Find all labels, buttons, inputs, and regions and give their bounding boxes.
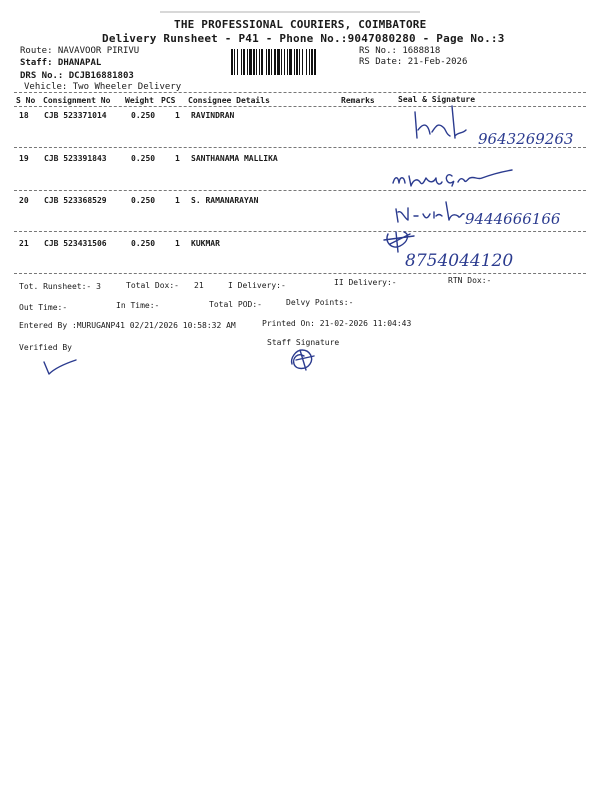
row-pcs: 1 (175, 196, 180, 205)
col-weight: Weight (125, 96, 154, 105)
col-remarks: Remarks (341, 96, 375, 105)
drs-label: DRS No.: DCJB16881803 (20, 71, 134, 81)
staff-signature-mark (292, 350, 314, 370)
row-consignment: CJB 523368529 (44, 196, 107, 205)
total-pod: Total POD:- (209, 300, 262, 309)
company-title: THE PROFESSIONAL COURIERS, COIMBATORE (174, 18, 427, 31)
row-sno: 19 (19, 154, 29, 163)
total-dox-label: Total Dox:- (126, 281, 179, 290)
col-consignment: Consignment No (43, 96, 111, 105)
vehicle-label: Vehicle: Two Wheeler Delivery (24, 82, 182, 92)
entered-by: Entered By :MURUGANP41 02/21/2026 10:58:32 AM (19, 321, 236, 330)
row-sno: 18 (19, 111, 29, 120)
row-weight: 0.250 (131, 154, 156, 163)
row-consignee: SANTHANAMA MALLIKA (191, 154, 278, 163)
signature-row-18 (415, 106, 466, 138)
route-label: Route: NAVAVOOR PIRIVU (20, 46, 140, 56)
row-weight: 0.250 (131, 111, 156, 120)
row-weight: 0.250 (131, 239, 156, 248)
signature-row-21 (384, 232, 414, 252)
phone-row-20: 9444666166 (465, 210, 561, 228)
row-consignment: CJB 523391843 (44, 154, 107, 163)
in-time: In Time:- (116, 301, 160, 310)
row-consignee: KUKMAR (191, 239, 220, 248)
col-sno: S No (16, 96, 36, 105)
staff-signature-label: Staff Signature (267, 338, 340, 347)
runsheet-title: Delivery Runsheet - P41 - Phone No.:9047080280 - Page No.:3 (102, 32, 505, 45)
rs-number: RS No.: 1688818 (359, 46, 441, 56)
signature-row-19 (393, 170, 512, 186)
row-pcs: 1 (175, 154, 180, 163)
staff-label: Staff: DHANAPAL (20, 58, 102, 68)
printed-on: Printed On: 21-02-2026 11:04:43 (262, 319, 412, 328)
tot-runsheet: Tot. Runsheet:- 3 (19, 282, 101, 291)
row-consignee: S. RAMANARAYAN (191, 196, 259, 205)
rtn-dox: RTN Dox:- (448, 276, 492, 285)
row-pcs: 1 (175, 239, 180, 248)
delvy-points: Delvy Points:- (286, 298, 354, 307)
verified-by: Verified By (19, 343, 72, 352)
verified-signature (44, 360, 76, 374)
row-consignment: CJB 523431506 (44, 239, 107, 248)
row-sno: 20 (19, 196, 29, 205)
row-consignee: RAVINDRAN (191, 111, 235, 120)
col-pcs: PCS (161, 96, 176, 105)
row-pcs: 1 (175, 111, 180, 120)
col-consignee: Consignee Details (188, 96, 270, 105)
row-consignment: CJB 523371014 (44, 111, 107, 120)
phone-row-18: 9643269263 (478, 130, 574, 148)
out-time: Out Time:- (19, 303, 68, 312)
phone-row-21: 8754044120 (405, 251, 514, 271)
ii-delivery: II Delivery:- (334, 278, 397, 287)
i-delivery: I Delivery:- (228, 281, 286, 290)
rs-date: RS Date: 21-Feb-2026 (359, 57, 468, 67)
total-dox-value: 21 (194, 281, 204, 290)
row-weight: 0.250 (131, 196, 156, 205)
signature-row-20 (396, 202, 464, 222)
row-sno: 21 (19, 239, 29, 248)
col-seal: Seal & Signature (398, 95, 476, 104)
